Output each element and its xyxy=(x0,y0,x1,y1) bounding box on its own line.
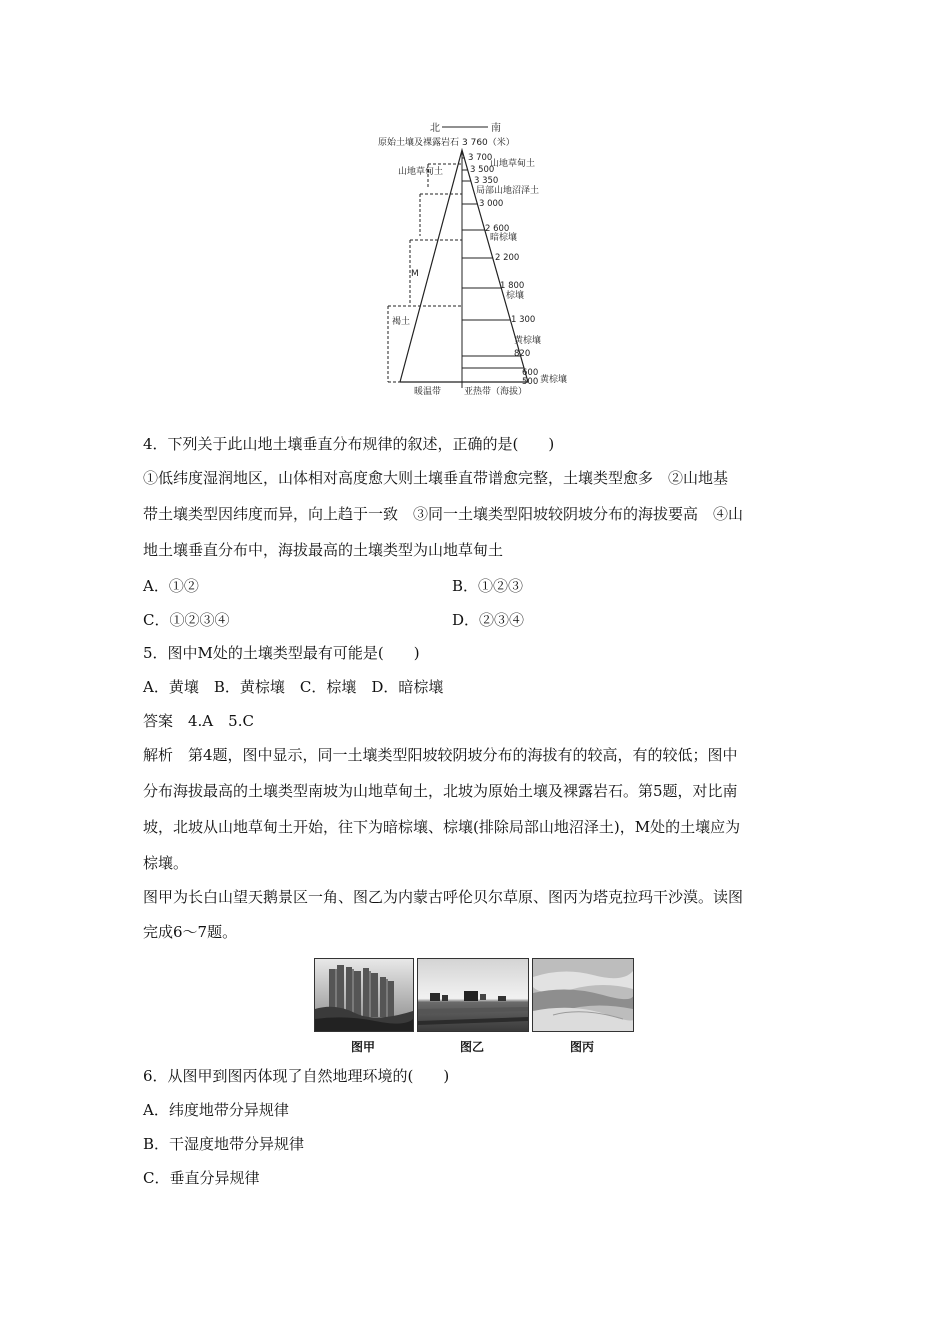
analysis-line-3: 坡，北坡从山地草甸土开始，往下为暗棕壤、棕壤(排除局部山地沼泽土)，M处的土壤应为 xyxy=(143,818,741,836)
q5-stem: 5．图中M处的土壤类型最有可能是( ) xyxy=(143,644,420,662)
q6-option-c: C．垂直分异规律 xyxy=(143,1169,260,1187)
q4-statement-line-3: 地土壤垂直分布中，海拔最高的土壤类型为山地草甸土 xyxy=(143,541,504,559)
elev-3350: 3 350 xyxy=(474,176,499,186)
north-soil-m: M xyxy=(411,269,419,279)
north-label: 北 xyxy=(430,123,440,134)
answer-line: 答案 4.A 5.C xyxy=(143,712,254,730)
elev-1800: 1 800 xyxy=(500,281,525,291)
elev-600: 600 xyxy=(522,368,539,378)
elev-2200: 2 200 xyxy=(495,253,520,263)
intro-line-1: 图甲为长白山望天鹅景区一角、图乙为内蒙古呼伦贝尔草原、图丙为塔克拉玛干沙漠。读图 xyxy=(143,888,744,906)
q4-option-c: C．①②③④ xyxy=(143,611,230,629)
south-soil-yellow-brown: 黄棕壤 xyxy=(514,336,542,346)
q4-stem: 4．下列关于此山地土壤垂直分布规律的叙述，正确的是( ) xyxy=(143,435,555,453)
caption-bing: 图丙 xyxy=(569,1040,594,1054)
summit-soil-label: 原始土壤及裸露岩石 xyxy=(378,138,460,148)
q4-statement-line-2: 带土壤类型因纬度而异，向上趋于一致 ③同一土壤类型阳坡较阴坡分布的海拔要高 ④山 xyxy=(143,505,744,523)
south-label: 南 xyxy=(491,123,501,134)
analysis-line-2: 分布海拔最高的土壤类型南坡为山地草甸土，北坡为原始土壤及裸露岩石。第5题，对比南 xyxy=(143,782,738,800)
photo-yi-grassland xyxy=(417,958,529,1032)
south-soil-dark-brown: 暗棕壤 xyxy=(490,233,518,243)
q4-option-a: A．①② xyxy=(143,577,199,595)
south-soil-yellow-brown-base: 黄棕壤 xyxy=(540,375,568,385)
q5-options: A．黄壤 B．黄棕壤 C．棕壤 D．暗棕壤 xyxy=(143,678,444,696)
subtropical-label: 亚热带（海拔） xyxy=(464,387,528,397)
south-soil-meadow: 山地草甸土 xyxy=(490,159,536,169)
photo-bing-desert xyxy=(532,958,634,1032)
q6-option-a: A．纬度地带分异规律 xyxy=(143,1101,289,1119)
q4-statement-line-1: ①低纬度湿润地区，山体相对高度愈大则土壤垂直带谱愈完整，土壤类型愈多 ②山地基 xyxy=(143,469,729,487)
caption-jia: 图甲 xyxy=(350,1040,375,1054)
q4-option-b: B．①②③ xyxy=(452,577,524,595)
elev-3700: 3 700 xyxy=(468,153,493,163)
photo-jia-rock-columns xyxy=(314,958,414,1032)
elev-820: 820 xyxy=(514,349,531,359)
q6-option-b: B．干湿度地带分异规律 xyxy=(143,1135,305,1153)
q4-option-d: D．②③④ xyxy=(452,611,525,629)
south-soil-brown: 棕壤 xyxy=(506,291,525,301)
elev-3500: 3 500 xyxy=(470,165,495,175)
south-soil-swamp: 局部山地沼泽土 xyxy=(476,186,540,196)
intro-line-2: 完成6～7题。 xyxy=(143,923,238,941)
north-soil-meadow: 山地草甸土 xyxy=(398,167,444,177)
elev-1300: 1 300 xyxy=(511,315,536,325)
summit-elevation: 3 760（米） xyxy=(462,138,515,148)
elev-500: 500 xyxy=(522,377,539,387)
caption-yi: 图乙 xyxy=(459,1040,484,1054)
soil-vertical-zone-diagram xyxy=(370,118,590,398)
north-soil-cinnamon: 褐土 xyxy=(392,317,411,327)
q6-stem: 6．从图甲到图丙体现了自然地理环境的( ) xyxy=(143,1067,450,1085)
analysis-line-4: 棕壤。 xyxy=(143,854,189,872)
warm-temperate-label: 暖温带 xyxy=(414,387,442,397)
elev-2600: 2 600 xyxy=(485,224,510,234)
analysis-line-1: 解析 第4题，图中显示，同一土壤类型阳坡较阴坡分布的海拔有的较高，有的较低；图中 xyxy=(143,746,738,764)
elev-3000: 3 000 xyxy=(479,199,504,209)
